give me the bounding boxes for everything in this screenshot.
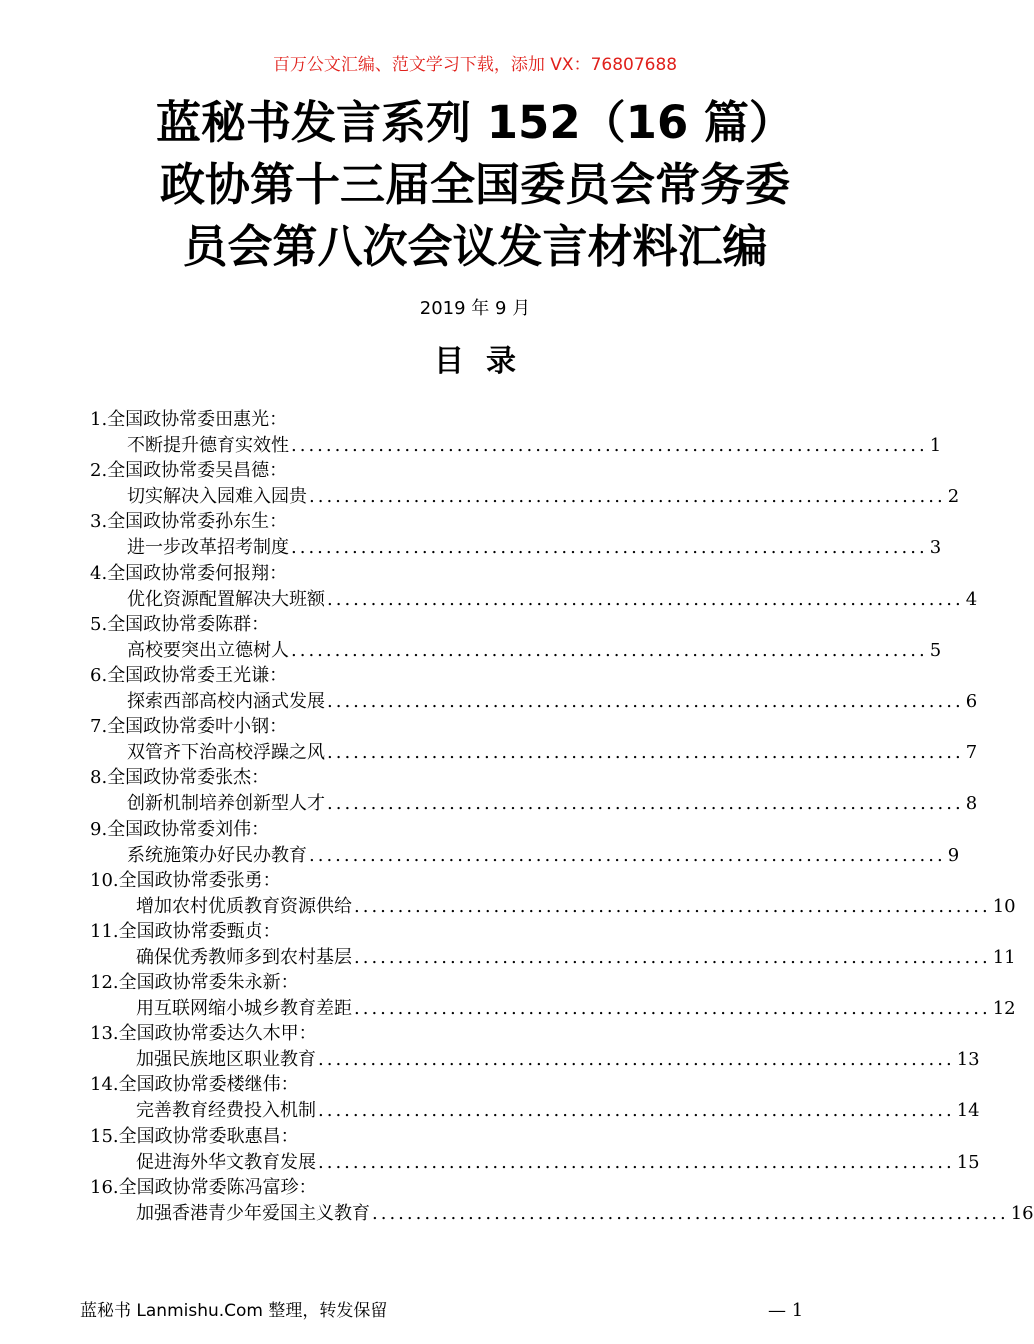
toc-entry[interactable] <box>90 919 1016 970</box>
toc-entry-topic: 探索西部高校内涵式发展 <box>127 690 325 712</box>
toc-entry-speaker: 全国政协常委陈群： <box>107 613 270 635</box>
toc-entry-page: 5 <box>929 639 942 661</box>
toc-entry-number: 5. <box>90 613 108 635</box>
toc-entry-page: 3 <box>929 537 942 559</box>
toc-entry[interactable] <box>90 509 942 560</box>
toc-entry[interactable] <box>90 1072 980 1123</box>
toc-dot-leader: ......................................................................... <box>327 690 964 712</box>
document-date: 2019 年 9 月 <box>419 298 531 319</box>
toc-entry[interactable] <box>90 561 978 612</box>
toc-entry[interactable] <box>90 458 960 509</box>
toc-entry-speaker: 全国政协常委张杰： <box>107 767 270 789</box>
toc-entry[interactable] <box>90 1021 980 1072</box>
toc-entry-page: 15 <box>956 1151 980 1173</box>
toc-dot-leader: ......................................................................... <box>291 537 928 559</box>
toc-entry-topic: 进一步改革招考制度 <box>127 537 289 559</box>
toc-dot-leader: ......................................................................... <box>327 588 964 610</box>
toc-entry-number: 15. <box>90 1125 119 1147</box>
toc-entry-number: 2. <box>90 460 108 482</box>
toc-dot-leader: ......................................................................... <box>354 998 991 1020</box>
page-number: — 1 <box>768 1300 804 1321</box>
toc-entry-topic: 高校要突出立德树人 <box>127 639 289 661</box>
toc-entry-speaker: 全国政协常委张勇： <box>118 869 281 891</box>
toc-entry-page: 1 <box>929 435 942 456</box>
toc-entry[interactable] <box>90 765 978 816</box>
toc-entry-page: 2 <box>947 486 960 508</box>
toc-entry-number: 1. <box>90 409 108 430</box>
toc-entry-number: 16. <box>90 1176 119 1198</box>
toc-entry-number: 8. <box>90 767 108 789</box>
toc-entry-speaker: 全国政协常委甄贞： <box>118 920 281 942</box>
header-contact-note: 百万公文汇编、范文学习下载，添加 VX：76807688 <box>272 55 678 75</box>
toc-entry-number: 3. <box>90 511 108 533</box>
toc-dot-leader: ......................................................................... <box>318 1049 955 1071</box>
toc-entry-speaker: 全国政协常委刘伟： <box>107 818 270 840</box>
toc-entry-speaker: 全国政协常委孙东生： <box>107 511 288 533</box>
toc-entry-number: 11. <box>90 920 119 942</box>
toc-entry-page: 11 <box>992 946 1016 968</box>
table-of-contents <box>90 407 1034 1226</box>
title-line-3: 员会第八次会议发言材料汇编 <box>182 220 768 273</box>
toc-entry-page: 6 <box>965 690 978 712</box>
toc-entry-topic: 增加农村优质教育资源供给 <box>136 895 352 917</box>
toc-entry-speaker: 全国政协常委朱永新： <box>118 972 299 994</box>
toc-entry[interactable] <box>90 714 978 765</box>
toc-dot-leader: ......................................................................... <box>372 1202 1009 1224</box>
toc-entry-topic: 系统施策办好民办教育 <box>127 844 307 866</box>
toc-dot-leader: ......................................................................... <box>291 435 928 456</box>
toc-dot-leader: ......................................................................... <box>309 844 946 866</box>
toc-entry-speaker: 全国政协常委陈冯富珍： <box>118 1176 317 1198</box>
toc-dot-leader: ......................................................................... <box>354 946 991 968</box>
toc-entry[interactable] <box>90 1124 980 1175</box>
toc-entry-topic: 确保优秀教师多到农村基层 <box>136 946 352 968</box>
toc-dot-leader: ......................................................................... <box>354 895 991 917</box>
footer-source-note: 蓝秘书 Lanmishu.Com 整理，转发保留 <box>80 1301 388 1321</box>
toc-entry-topic: 双管齐下治高校浮躁之风 <box>127 742 325 764</box>
toc-dot-leader: ......................................................................... <box>309 486 946 508</box>
toc-entry-topic: 加强民族地区职业教育 <box>136 1049 316 1071</box>
toc-entry-page: 13 <box>956 1049 980 1071</box>
toc-entry-speaker: 全国政协常委田惠光： <box>107 409 288 430</box>
toc-entry-speaker: 全国政协常委何报翔： <box>107 562 288 584</box>
toc-entry-page: 10 <box>992 895 1016 917</box>
toc-entry-number: 9. <box>90 818 108 840</box>
toc-entry[interactable] <box>90 612 942 663</box>
toc-entry-speaker: 全国政协常委楼继伟： <box>118 1074 299 1096</box>
toc-entry-page: 7 <box>965 742 978 764</box>
toc-entry-topic: 不断提升德育实效性 <box>127 435 289 456</box>
toc-entry-number: 7. <box>90 716 108 738</box>
title-line-2: 政协第十三届全国委员会常务委 <box>159 158 790 211</box>
toc-entry[interactable] <box>90 970 1016 1021</box>
toc-entry-page: 9 <box>947 844 960 866</box>
toc-entry-speaker: 全国政协常委吴昌德： <box>107 460 288 482</box>
toc-entry[interactable] <box>90 407 942 458</box>
toc-entry-topic: 创新机制培养创新型人才 <box>127 793 325 815</box>
toc-entry-topic: 促进海外华文教育发展 <box>136 1151 316 1173</box>
toc-entry[interactable] <box>90 817 960 868</box>
toc-entry-topic: 切实解决入园难入园贵 <box>127 486 307 508</box>
toc-entry-number: 13. <box>90 1023 119 1045</box>
toc-entry-topic: 完善教育经费投入机制 <box>136 1100 316 1122</box>
title-line-1: 蓝秘书发言系列 152（16 篇） <box>156 96 794 149</box>
toc-dot-leader: ......................................................................... <box>327 742 964 764</box>
toc-heading: 目录 <box>434 344 538 379</box>
toc-dot-leader: ......................................................................... <box>327 793 964 815</box>
toc-entry-topic: 加强香港青少年爱国主义教育 <box>136 1202 370 1224</box>
toc-entry-speaker: 全国政协常委王光谦： <box>107 664 288 686</box>
toc-entry-speaker: 全国政协常委耿惠昌： <box>118 1125 299 1147</box>
toc-entry-number: 10. <box>90 869 119 891</box>
toc-dot-leader: ......................................................................... <box>318 1100 955 1122</box>
toc-entry-number: 6. <box>90 664 108 686</box>
toc-entry-topic: 用互联网缩小城乡教育差距 <box>136 998 352 1020</box>
toc-entry-speaker: 全国政协常委叶小钢： <box>107 716 288 738</box>
toc-entry-number: 14. <box>90 1074 119 1096</box>
toc-entry-page: 4 <box>965 588 978 610</box>
toc-entry[interactable] <box>90 663 978 714</box>
toc-entry-page: 14 <box>956 1100 980 1122</box>
toc-entry-speaker: 全国政协常委达久木甲： <box>118 1023 317 1045</box>
toc-entry-number: 4. <box>90 562 108 584</box>
toc-dot-leader: ......................................................................... <box>291 639 928 661</box>
toc-entry[interactable] <box>90 1175 1034 1226</box>
toc-entry-topic: 优化资源配置解决大班额 <box>127 588 325 610</box>
toc-dot-leader: ......................................................................... <box>318 1151 955 1173</box>
toc-entry-page: 12 <box>992 998 1016 1020</box>
toc-entry-number: 12. <box>90 972 119 994</box>
toc-entry-page: 8 <box>965 793 978 815</box>
toc-entry[interactable] <box>90 868 1016 919</box>
toc-entry-page: 16 <box>1010 1202 1034 1224</box>
document-title <box>60 92 890 278</box>
